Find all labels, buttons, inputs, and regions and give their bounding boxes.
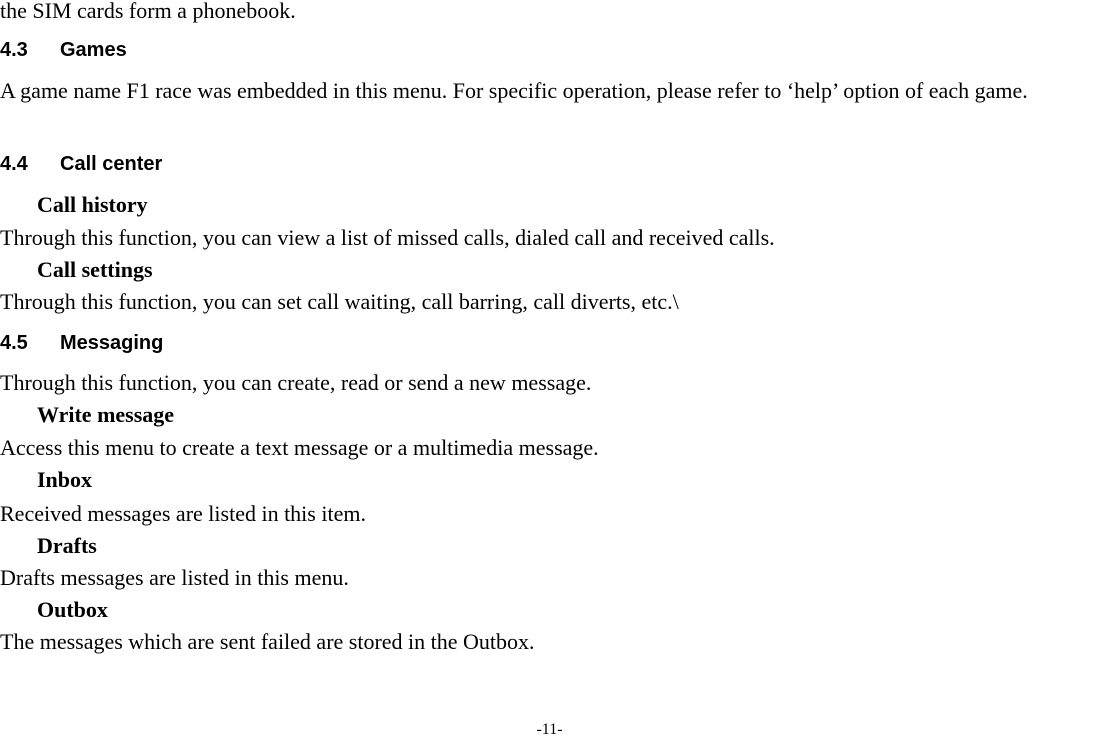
inbox-text: Received messages are listed in this item.	[0, 501, 366, 526]
call-history-text: Through this function, you can view a list of missed calls, dialed call and received calls.	[0, 225, 775, 250]
outbox-text: The messages which are sent failed are stored in the Outbox.	[0, 629, 535, 654]
games-paragraph: A game name F1 race was embedded in this menu. For specific operation, please refer to ‘help’ option of each game.	[0, 78, 1028, 103]
write-message-text: Access this menu to create a text message or a multimedia message.	[0, 435, 599, 460]
subheading-call-settings: Call settings	[37, 257, 153, 282]
subheading-write-message: Write message	[37, 402, 175, 427]
intro-text: the SIM cards form a phonebook.	[0, 0, 296, 23]
messaging-intro: Through this function, you can create, read or send a new message.	[0, 370, 592, 395]
drafts-text: Drafts messages are listed in this menu.	[0, 565, 349, 590]
section-title: Games	[60, 39, 127, 61]
page-number: -11-	[536, 721, 563, 738]
call-settings-text: Through this function, you can set call waiting, call barring, call diverts, etc.\	[0, 289, 679, 314]
section-title: Messaging	[60, 332, 164, 354]
subheading-call-history: Call history	[37, 192, 148, 217]
section-heading-call-center	[0, 152, 162, 176]
section-number: 4.5	[0, 332, 28, 354]
section-number: 4.3	[0, 39, 28, 61]
section-number: 4.4	[0, 153, 28, 175]
section-title: Call center	[60, 153, 163, 175]
section-heading-games	[0, 38, 127, 62]
subheading-outbox: Outbox	[37, 597, 108, 622]
subheading-drafts: Drafts	[37, 533, 97, 558]
subheading-inbox: Inbox	[37, 467, 93, 492]
section-heading-messaging	[0, 331, 163, 355]
